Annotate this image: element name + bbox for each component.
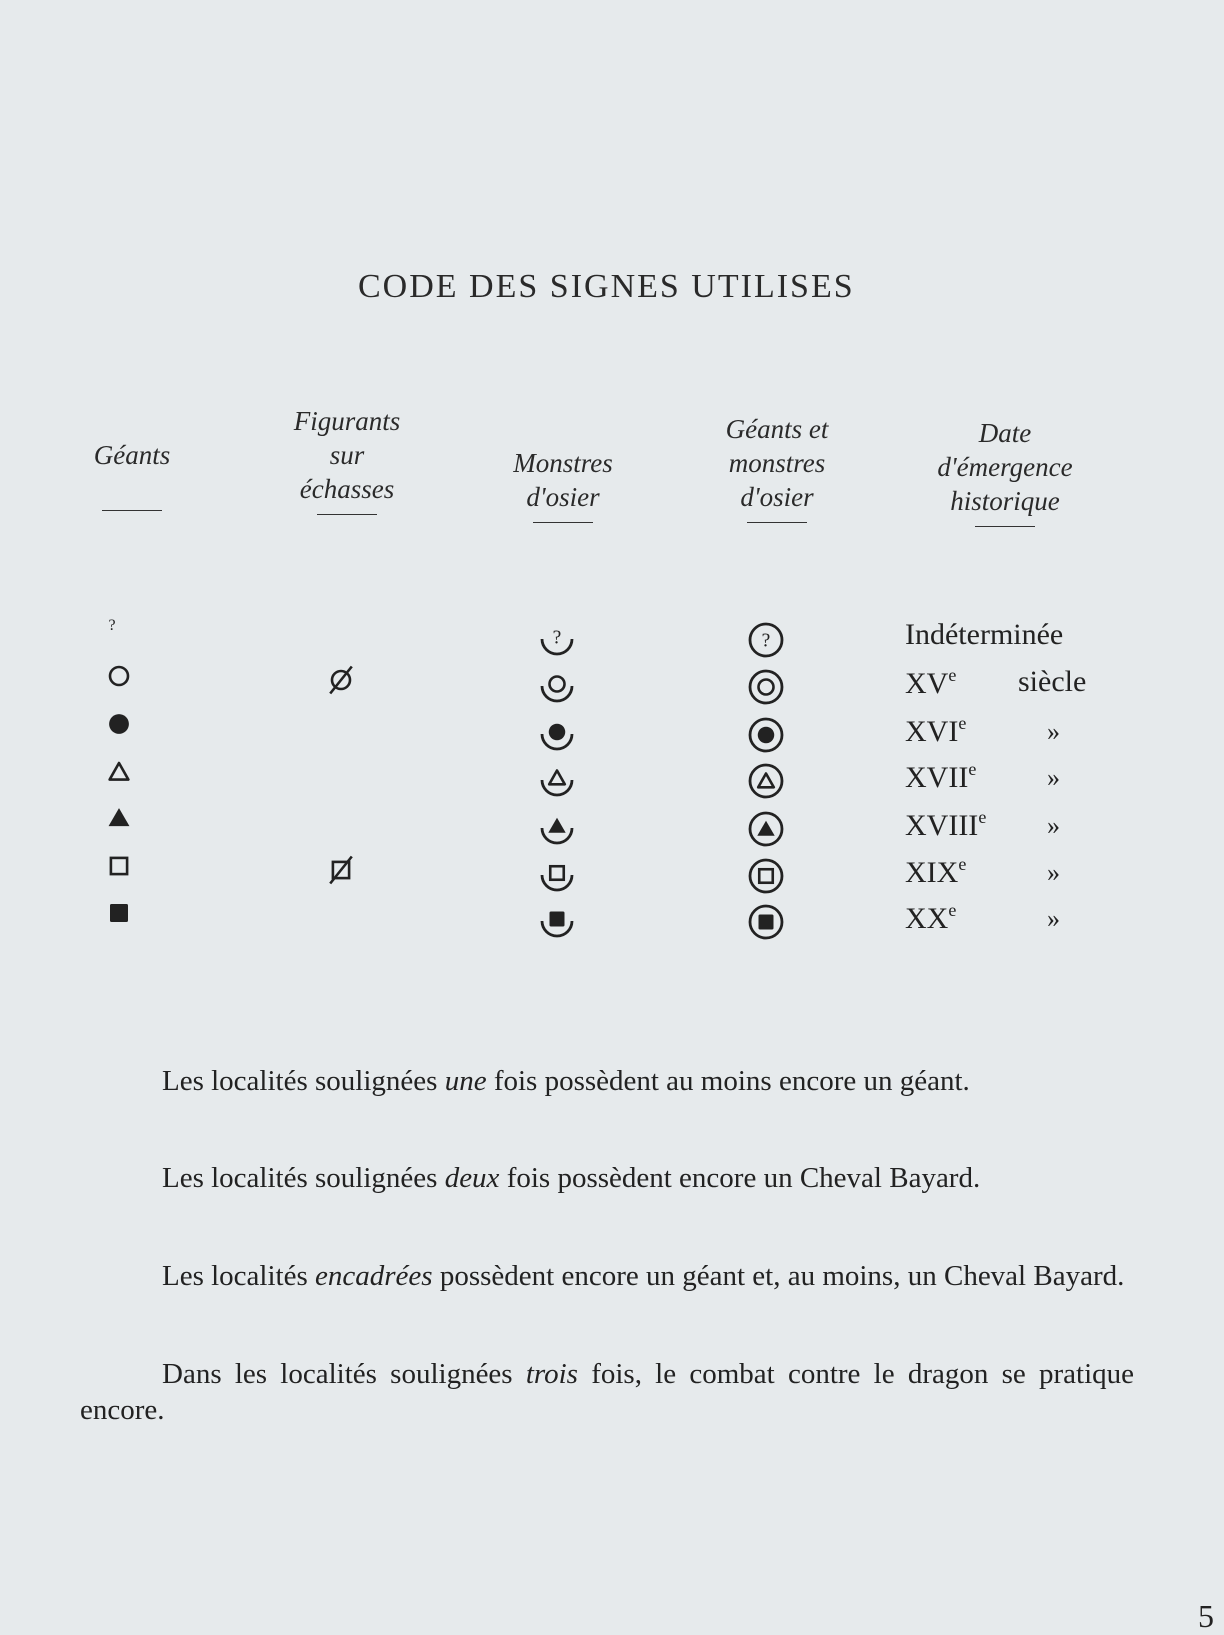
header-date-line: Date xyxy=(978,418,1032,448)
paragraph-emphasis: une xyxy=(444,1065,487,1097)
paragraph-text: Les localités soulignées xyxy=(162,1065,445,1097)
date-superscript: e xyxy=(978,807,987,827)
geant-monstre-triangle-open-icon xyxy=(744,759,788,803)
monstre-question-icon xyxy=(535,618,579,662)
date-century: Indéterminée xyxy=(905,618,1064,651)
date-label xyxy=(905,807,1060,843)
header-date-line: d'émergence xyxy=(937,452,1073,482)
geant-triangle-open-icon xyxy=(97,750,141,794)
header-date-line: historique xyxy=(950,486,1060,516)
ditto-mark: » xyxy=(1047,904,1060,933)
date-label xyxy=(905,665,1087,701)
header-rule xyxy=(102,510,162,511)
svg-text:?: ? xyxy=(552,627,562,649)
date-label xyxy=(905,618,1063,652)
paragraph-text: Les localités soulignées xyxy=(162,1162,445,1194)
header-geants-line: Géants xyxy=(93,440,171,470)
geant-monstre-circle-filled-icon xyxy=(744,713,788,757)
geant-monstre-square-open-icon xyxy=(744,854,788,898)
paragraph-text: fois, le combat contre le dragon se pratique encore. xyxy=(80,1358,1135,1426)
geant-monstre-question-icon xyxy=(744,618,788,662)
paragraph-emphasis: encadrées xyxy=(315,1260,433,1292)
paragraph-deux xyxy=(80,1160,1134,1196)
header-geants-monstres-line: d'osier xyxy=(740,482,814,512)
geant-circle-open-icon xyxy=(97,654,141,698)
paragraph-text: Dans les localités soulignées xyxy=(162,1358,526,1390)
svg-text:?: ? xyxy=(108,617,116,635)
monstre-square-open-icon xyxy=(535,854,579,898)
paragraph-encadrees xyxy=(80,1258,1134,1294)
date-label xyxy=(905,759,1060,795)
paragraph-text: fois possèdent au moins encore un géant. xyxy=(486,1065,970,1097)
paragraph-emphasis: trois xyxy=(525,1358,578,1390)
geant-question-icon xyxy=(97,603,127,647)
date-superscript: e xyxy=(968,759,977,779)
header-rule xyxy=(747,522,807,523)
header-rule xyxy=(533,522,593,523)
ditto-mark: » xyxy=(1047,811,1060,840)
header-geants-monstres xyxy=(692,412,862,523)
header-rule xyxy=(317,514,377,515)
date-century: XVI xyxy=(905,715,959,748)
header-monstres-line: d'osier xyxy=(526,482,600,512)
ditto-mark: » xyxy=(1047,717,1060,746)
date-suffix: siècle xyxy=(1018,665,1087,698)
date-century: XVIII xyxy=(905,809,979,842)
geant-square-filled-icon xyxy=(97,891,141,935)
echasse-circle-slash-icon xyxy=(319,658,363,702)
date-century: XX xyxy=(905,902,949,935)
paragraph-text: fois possèdent encore un Cheval Bayard. xyxy=(499,1162,981,1194)
geant-monstre-circle-open-icon xyxy=(744,665,788,709)
date-label xyxy=(905,854,1060,890)
date-century: XVII xyxy=(905,761,969,794)
monstre-triangle-filled-icon xyxy=(535,807,579,851)
header-echasses-line: échasses xyxy=(299,474,395,504)
date-label xyxy=(905,713,1060,749)
paragraph-trois xyxy=(80,1356,1134,1428)
header-date xyxy=(910,416,1100,527)
paragraph-emphasis: deux xyxy=(444,1162,500,1194)
date-label xyxy=(905,900,1060,936)
header-rule xyxy=(975,526,1035,527)
geant-circle-filled-icon xyxy=(97,702,141,746)
date-superscript: e xyxy=(948,900,957,920)
header-geants-monstres-line: Géants et xyxy=(725,414,829,444)
monstre-triangle-open-icon xyxy=(535,759,579,803)
header-geants-monstres-line: monstres xyxy=(728,448,826,478)
echasse-square-slash-icon xyxy=(319,848,363,892)
monstre-square-filled-icon xyxy=(535,900,579,944)
monstre-circle-filled-icon xyxy=(535,713,579,757)
paragraph-une xyxy=(80,1063,1134,1099)
ditto-mark: » xyxy=(1047,858,1060,887)
geant-monstre-triangle-filled-icon xyxy=(744,807,788,851)
geant-square-open-icon xyxy=(97,844,141,888)
paragraph-text: possèdent encore un géant et, au moins, un Cheval Bayard. xyxy=(432,1260,1125,1292)
date-superscript: e xyxy=(958,854,967,874)
header-monstres-line: Monstres xyxy=(513,448,613,478)
geant-triangle-filled-icon xyxy=(97,796,141,840)
monstre-circle-open-icon xyxy=(535,665,579,709)
svg-text:?: ? xyxy=(761,630,771,652)
header-monstres xyxy=(478,446,648,523)
page-title: CODE DES SIGNES UTILISES xyxy=(358,268,855,305)
date-century: XIX xyxy=(905,856,959,889)
paragraph-text: Les localités xyxy=(162,1260,316,1292)
header-geants xyxy=(62,438,202,511)
page-number: 5 xyxy=(1198,1598,1214,1634)
date-superscript: e xyxy=(948,665,957,685)
geant-monstre-square-filled-icon xyxy=(744,900,788,944)
date-superscript: e xyxy=(958,713,967,733)
date-century: XV xyxy=(905,667,949,700)
header-echasses-line: Figurants xyxy=(293,406,401,436)
ditto-mark: » xyxy=(1047,763,1060,792)
header-echasses xyxy=(262,404,432,515)
header-echasses-line: sur xyxy=(329,440,365,470)
